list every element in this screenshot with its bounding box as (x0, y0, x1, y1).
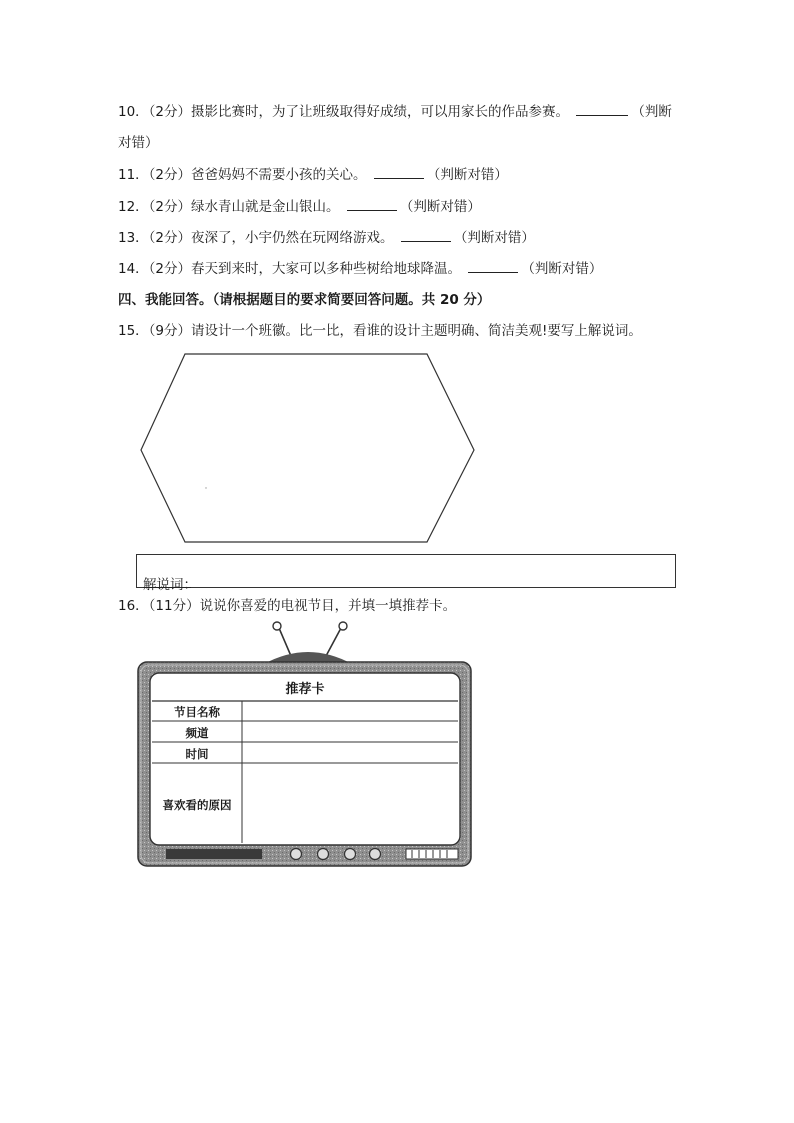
question-14-suffix: （判断对错） (521, 261, 603, 277)
row-label-reason: 喜欢看的原因 (162, 798, 232, 812)
explanation-box[interactable]: 解说词： (136, 554, 676, 588)
question-14 (118, 258, 602, 279)
hexagon-outline (138, 352, 478, 546)
question-10 (118, 97, 678, 159)
answer-blank-10[interactable] (576, 101, 628, 116)
section-4-heading: 四、我能回答。（请根据题目的要求简要回答问题。共 20 分） (118, 292, 491, 308)
question-11 (118, 164, 508, 185)
question-13-suffix: （判断对错） (453, 230, 535, 246)
question-13-text: 13．（2分）夜深了，小宇仍然在玩网络游戏。 (118, 230, 394, 246)
input-program-name[interactable] (244, 702, 458, 720)
explanation-blank[interactable] (143, 573, 191, 588)
answer-blank-11[interactable] (374, 164, 424, 179)
input-reason[interactable] (244, 765, 458, 841)
question-14-text: 14．（2分）春天到来时，大家可以多种些树给地球降温。 (118, 261, 462, 277)
row-label-program-name: 节目名称 (174, 705, 220, 719)
answer-blank-12[interactable] (347, 196, 397, 211)
row-label-time: 时间 (185, 747, 209, 761)
question-10-suffix: （判断对错） (118, 104, 672, 151)
question-12-text: 12．（2分）绿水青山就是金山银山。 (118, 199, 340, 215)
answer-blank-13[interactable] (401, 227, 451, 242)
card-title: 推荐卡 (285, 682, 325, 697)
question-10-text: 10．（2分）摄影比赛时，为了让班级取得好成绩，可以用家长的作品参赛。 (118, 104, 570, 120)
question-15: 15．（9分）请设计一个班徽。比一比，看谁的设计主题明确、简洁美观!要写上解说词。 (118, 323, 642, 339)
question-11-suffix: （判断对错） (426, 167, 508, 183)
input-channel[interactable] (244, 723, 458, 741)
badge-drawing-area[interactable] (138, 352, 478, 546)
question-16: 16．（11分）说说你喜爱的电视节目，并填一填推荐卡。 (118, 598, 457, 614)
question-11-text: 11．（2分）爸爸妈妈不需要小孩的关心。 (118, 167, 367, 183)
question-13 (118, 227, 535, 248)
answer-blank-14[interactable] (468, 258, 518, 273)
question-12-suffix: （判断对错） (399, 199, 481, 215)
row-label-channel: 频道 (185, 726, 209, 740)
input-time[interactable] (244, 744, 458, 762)
question-12 (118, 196, 481, 217)
